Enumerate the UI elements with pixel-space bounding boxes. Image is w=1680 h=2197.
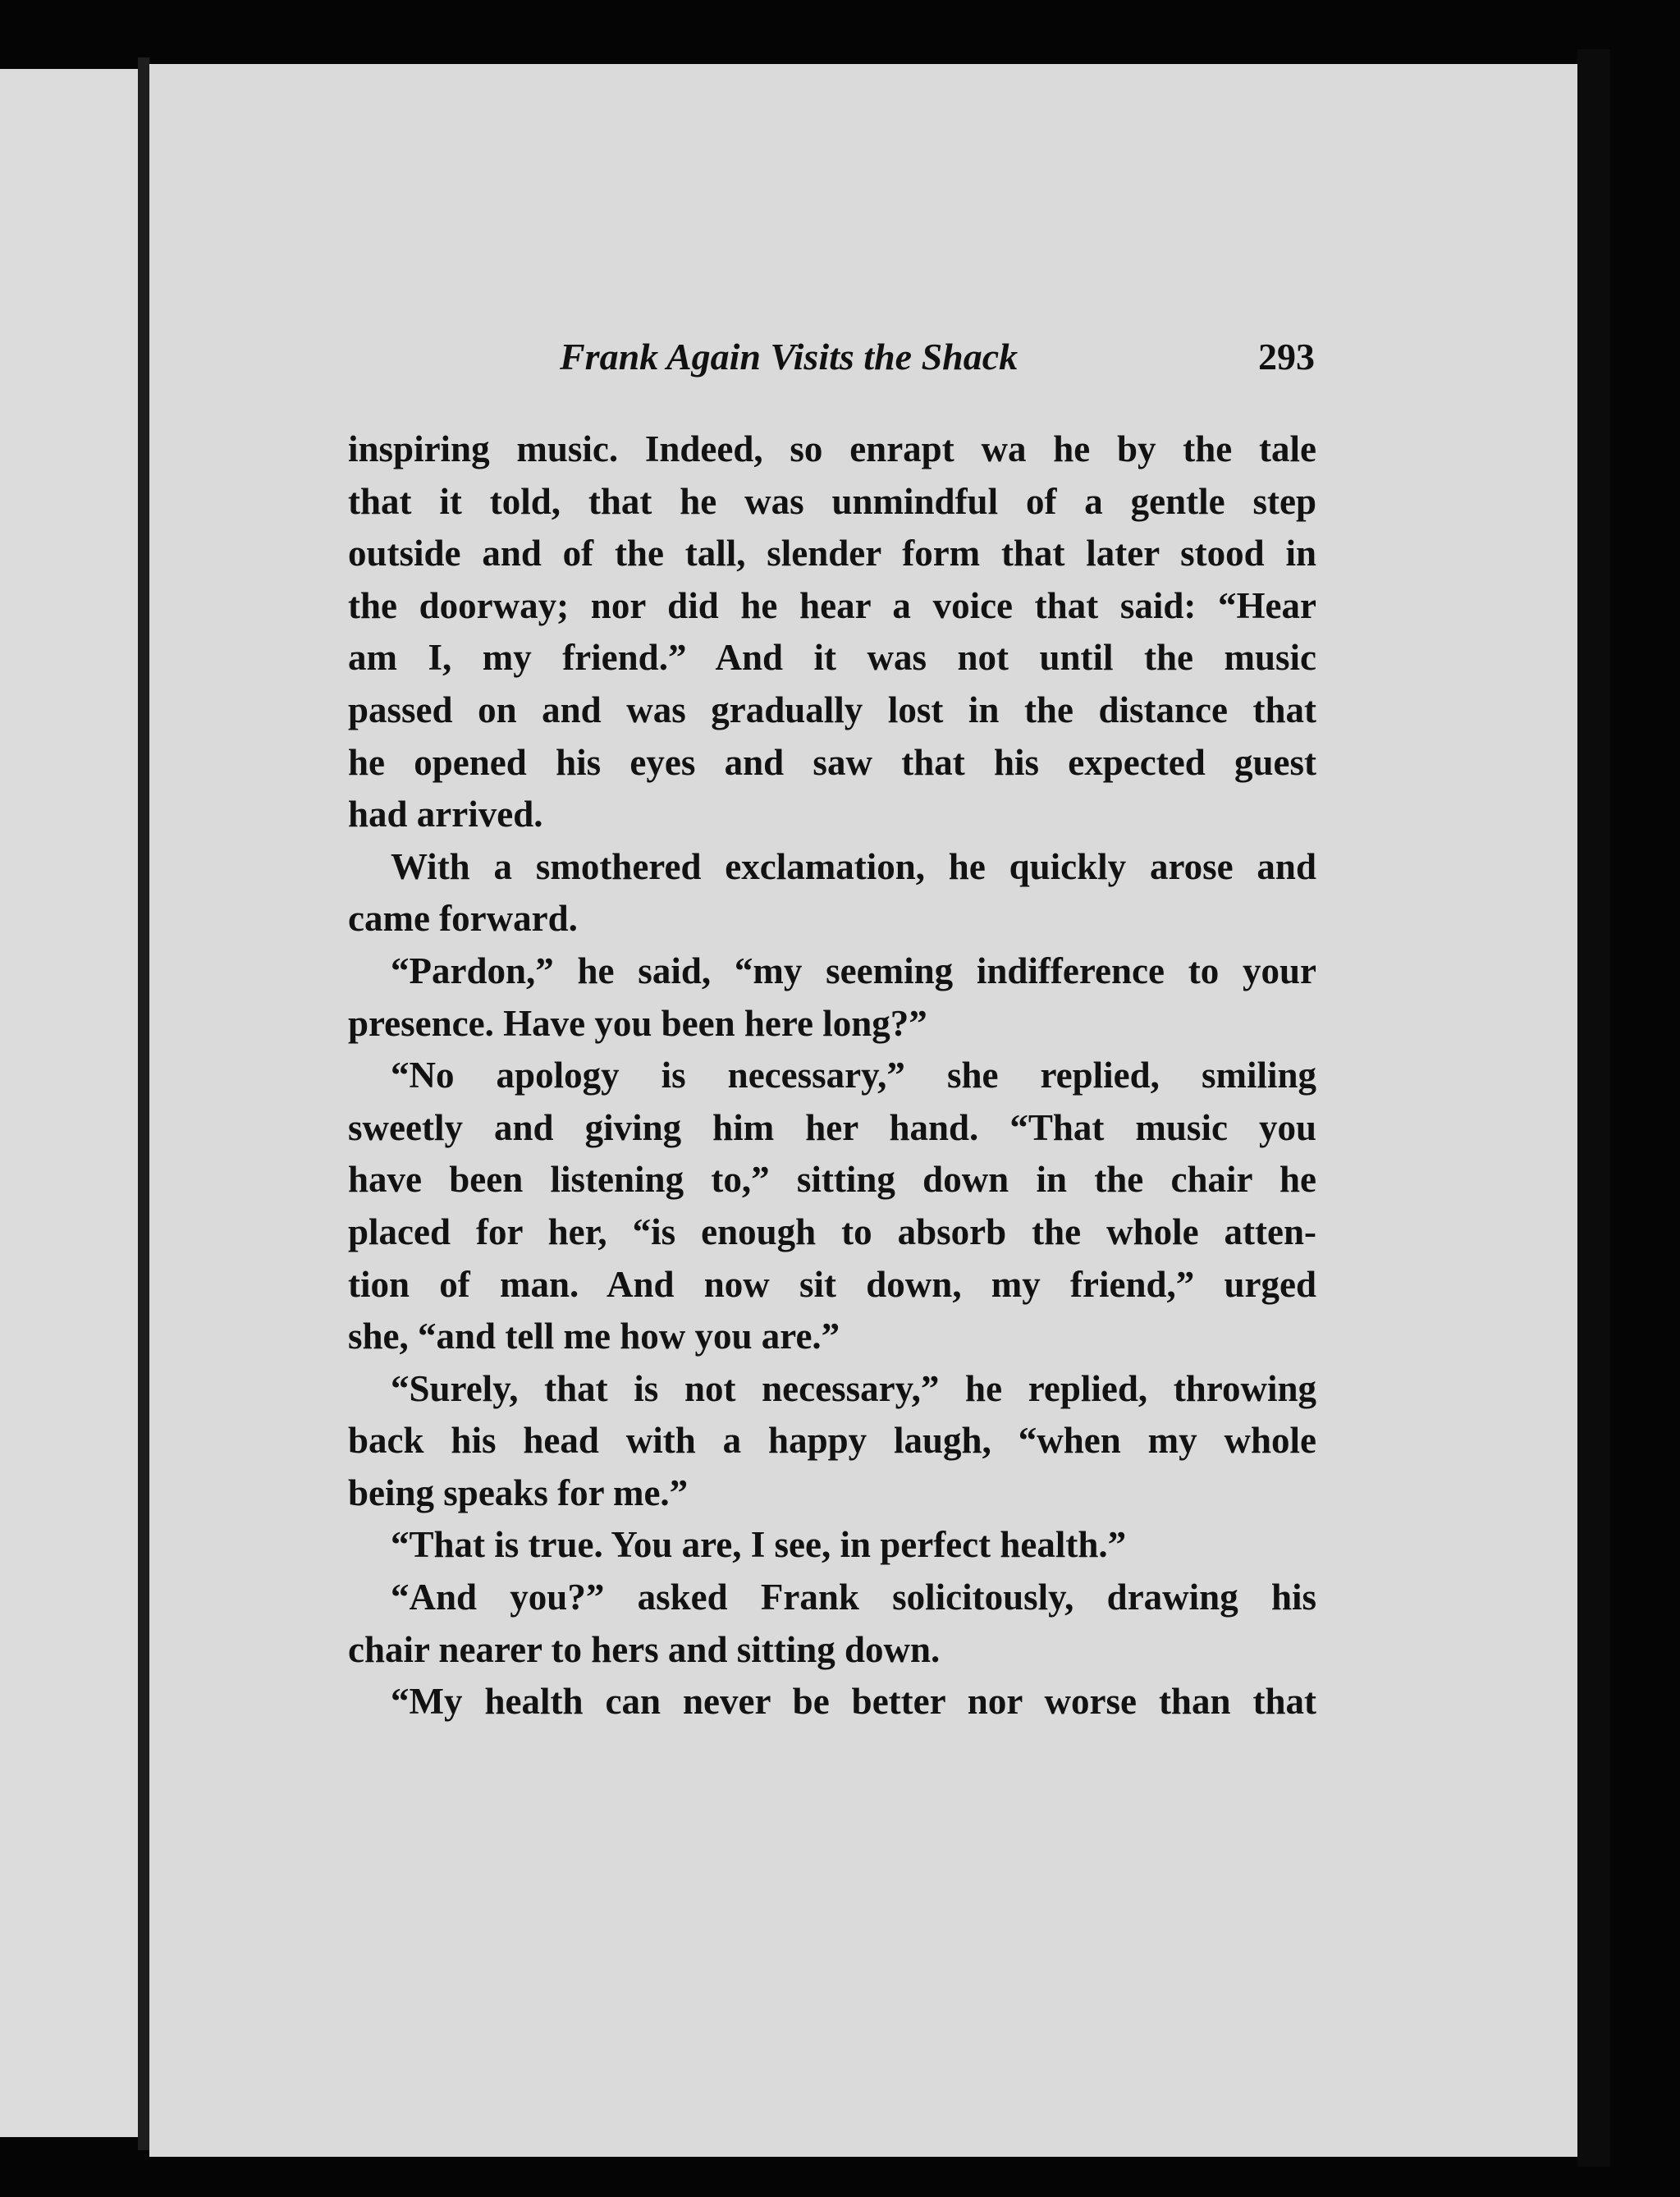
text-line: presence. Have you been here long?” bbox=[348, 1002, 927, 1044]
text-line: “No apology is necessary,” she replied, smiling bbox=[391, 1055, 1316, 1096]
text-line: passed on and was gradually lost in the distance that bbox=[348, 689, 1316, 730]
text-line: came forward. bbox=[348, 898, 578, 940]
text-line: “Surely, that is not necessary,” he replied, throwing bbox=[391, 1367, 1316, 1409]
text-line: inspiring music. Indeed, so enrapt wa he by the tale bbox=[348, 428, 1316, 469]
book-gutter bbox=[138, 57, 149, 2150]
running-title: Frank Again Visits the Shack bbox=[560, 336, 1019, 378]
text-line: sweetly and giving him her hand. “That music you bbox=[348, 1106, 1316, 1148]
text-line: the doorway; nor did he hear a voice that said: “Hear bbox=[348, 584, 1316, 626]
text-line: “And you?” asked Frank solicitously, drawing his bbox=[391, 1577, 1316, 1618]
text-line: “My health can never be better nor worse than that bbox=[391, 1681, 1316, 1723]
text-line: she, “and tell me how you are.” bbox=[348, 1316, 840, 1357]
text-line: “That is true. You are, I see, in perfect health.” bbox=[391, 1524, 1127, 1566]
body-text bbox=[348, 423, 1316, 1728]
text-line: tion of man. And now sit down, my friend,” urged bbox=[348, 1263, 1316, 1305]
page-number: 293 bbox=[1258, 336, 1315, 378]
text-line: With a smothered exclamation, he quickly arose and bbox=[391, 845, 1316, 887]
text-line: had arrived. bbox=[348, 794, 543, 835]
text-line: back his head with a happy laugh, “when my whole bbox=[348, 1420, 1316, 1462]
text-line: have been listening to,” sitting down in the chair he bbox=[348, 1159, 1316, 1201]
text-line: he opened his eyes and saw that his expected guest bbox=[348, 741, 1316, 783]
text-line: that it told, that he was unmindful of a gentle step bbox=[348, 480, 1316, 522]
text-line: being speaks for me.” bbox=[348, 1472, 689, 1513]
text-line: “Pardon,” he said, “my seeming indifference to your bbox=[391, 950, 1316, 991]
text-line: am I, my friend.” And it was not until the music bbox=[348, 637, 1316, 679]
facing-page-edge bbox=[0, 69, 138, 2137]
text-line: placed for her, “is enough to absorb the whole atten- bbox=[348, 1211, 1316, 1252]
text-line: chair nearer to hers and sitting down. bbox=[348, 1628, 941, 1670]
text-line: outside and of the tall, slender form that later stood in bbox=[348, 533, 1316, 574]
page-right-edge bbox=[1577, 49, 1610, 2167]
page-header bbox=[560, 335, 1315, 387]
